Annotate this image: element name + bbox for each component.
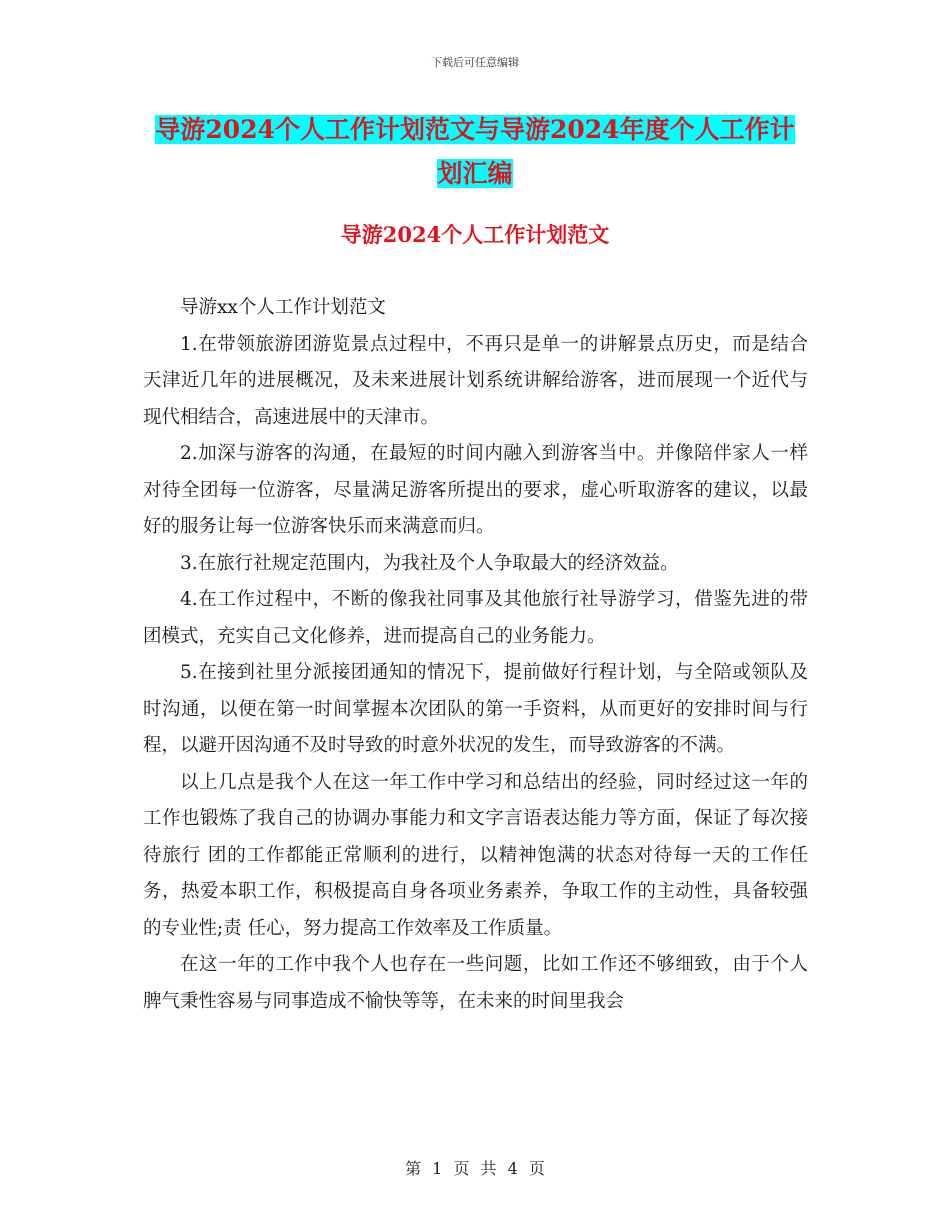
page-footer: 第 1 页 共 4 页 (405, 1159, 545, 1178)
paragraph: 1.在带领旅游团游览景点过程中，不再只是单一的讲解景点历史，而是结合天津近几年的进展概况，及未来进展计划系统讲解给游客，进而展现一个近代与现代相结合，高速进展中的天津市。 (143, 333, 808, 428)
paragraph: 在这一年的工作中我个人也存在一些问题，比如工作还不够细致，由于个人脾气秉性容易与同事造成不愉快等等，在未来的时间里我会 (143, 954, 808, 1012)
paragraph: 导游xx个人工作计划范文 (180, 297, 386, 318)
header-note: 下载后可任意编辑 (431, 56, 519, 69)
document-body (143, 290, 808, 1020)
paragraph: 5.在接到社里分派接团通知的情况下，提前做好行程计划，与全陪或领队及时沟通，以便在第一时间掌握本次团队的第一手资料，从而更好的安排时间与行程，以避开因沟通不及时导致的时意外状况的发生，而导致游客的不满。 (143, 662, 808, 756)
paragraph: 4.在工作过程中，不断的像我社同事及其他旅行社导游学习，借鉴先进的带团模式，充实自己文化修养，进而提高自己的业务能力。 (143, 589, 808, 647)
paragraph: 3.在旅行社规定范围内，为我社及个人争取最大的经济效益。 (180, 552, 679, 574)
paragraph: 2.加深与游客的沟通，在最短的时间内融入到游客当中。并像陪伴家人一样对待全团每一位游客，尽量满足游客所提出的要求，虚心听取游客的建议，以最好的服务让每一位游客快乐而来满意而归。 (143, 443, 808, 537)
paragraph: 以上几点是我个人在这一年工作中学习和总结出的经验，同时经过这一年的工作也锻炼了我自己的协调办事能力和文字言语表达能力等方面，保证了每次接待旅行 团的工作都能正常顺利的进行，以精神饱满的状态对待每一天的工作任务，热爱本职工作，积极提高自身各项业务素养，争取工作的主动性，具备较强的专业性;责 任心，努力提高工作效率及工作质量。 (143, 771, 808, 939)
document-title (150, 108, 800, 196)
section-title: 导游2024个人工作计划范文 (340, 222, 610, 247)
document-title-text: 导游2024个人工作计划范文与导游2024年度个人工作计划汇编 (155, 115, 795, 188)
